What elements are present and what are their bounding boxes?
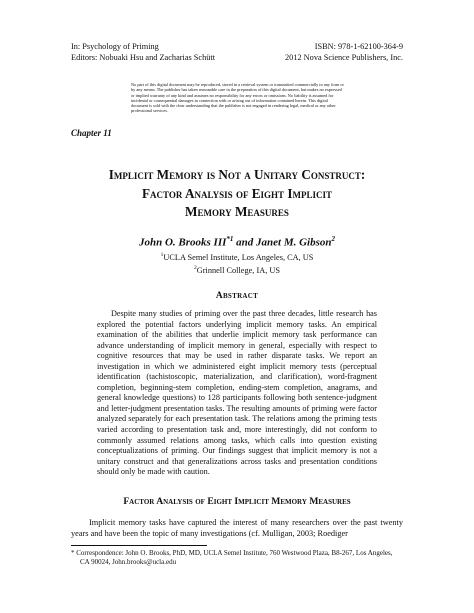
- chapter-label: Chapter 11: [71, 128, 112, 138]
- abstract-text: Despite many studies of priming over the past three decades, little research has explored the potential factors underlying implicit memory tasks. An empirical examination of the abilities that underlie implicit memory task performance can advance understanding of implicit memory in general, especially with respect to cognitive resources that may be used in rather disparate tasks. We report an investigation in which we administered eight implicit memory tests (perceptual identification (tachistoscopic, materialization, and clarification), word-fragment completion, beginning-stem completion, ending-stem completion, anagrams, and general knowledge questions) to 128 participants following both sentence-judgment and letter-judgment presentation tasks. The resulting amounts of priming were factor analyzed separately for each presentation task. The relations among the priming tests varied according to presentation task and, more interestingly, did not conform to commonly assumed relations among tasks, which calls into question existing conceptualizations of priming. Our findings suggest that implicit memory is not a unitary construct and that generalizations across tasks and presentation conditions should only be made with caution.: [97, 309, 377, 477]
- title-line-2: Factor Analysis of Eight Implicit: [141, 185, 332, 201]
- affiliation-1-marker: 1: [160, 252, 164, 258]
- abstract-heading: Abstract: [215, 291, 259, 301]
- editors: Editors: Nobuaki Hsu and Zacharias Schütt: [71, 52, 216, 62]
- author-1-marker: *1: [226, 235, 234, 243]
- footnote-line-2: CA 90024, John.brooks@ucla.edu: [80, 558, 177, 566]
- footnote: [71, 549, 403, 567]
- copyright-notice: No part of this digital document may be reproduced, stored in a retrieval system or transmitted commercially in any form or by any means. The publisher has taken reasonable care in the preparation of this digital document, but makes no expressed or implied warranty of any kind and assumes no responsibility for any errors or omissions. No liability is assumed for incidental or consequential damages in connection with or arising out of information contained herein. This digital document is sold with the clear understanding that the publisher is not engaged in rendering legal, medical or any other professional services.: [131, 82, 344, 114]
- title-line-3: Memory Measures: [185, 204, 289, 220]
- book-title: In: Psychology of Priming: [71, 42, 159, 51]
- footnote-marker: *: [71, 549, 75, 557]
- author-joiner: and: [233, 236, 257, 249]
- paper-title: [66, 166, 408, 222]
- affiliation-2: [0, 263, 474, 276]
- title-line-1: Implicit Memory is Not a Unitary Construct:: [108, 167, 366, 182]
- header-left: [71, 42, 215, 63]
- body-paragraph: Implicit memory tasks have captured the interest of many researchers over the past twenty years and have been the topic of many investigations (cf. Mulligan, 2003; Roediger: [71, 518, 403, 539]
- author-2: Janet M. Gibson: [256, 236, 332, 249]
- footnote-line-1: Correspondence: John O. Brooks, PhD, MD, UCLA Semel Institute, 760 Westwood Plaza, B8-267, Los Angeles,: [76, 549, 393, 557]
- affiliation-1: [0, 250, 474, 263]
- publisher: 2012 Nova Science Publishers, Inc.: [285, 52, 403, 62]
- header-right: [285, 42, 403, 63]
- affiliation-2-marker: 2: [194, 265, 197, 272]
- section-heading: Factor Analysis of Eight Implicit Memory Measures: [123, 496, 351, 507]
- author-1: John O. Brooks III: [138, 236, 227, 249]
- isbn: ISBN: 978-1-62100-364-9: [314, 42, 403, 51]
- author-list: [0, 235, 474, 249]
- affiliation-2-text: Grinnell College, IA, US: [196, 265, 280, 275]
- footnote-rule: [71, 545, 207, 546]
- affiliations: [0, 250, 474, 276]
- affiliation-1-text: UCLA Semel Institute, Los Angeles, CA, US: [163, 252, 314, 262]
- author-2-marker: 2: [331, 235, 336, 243]
